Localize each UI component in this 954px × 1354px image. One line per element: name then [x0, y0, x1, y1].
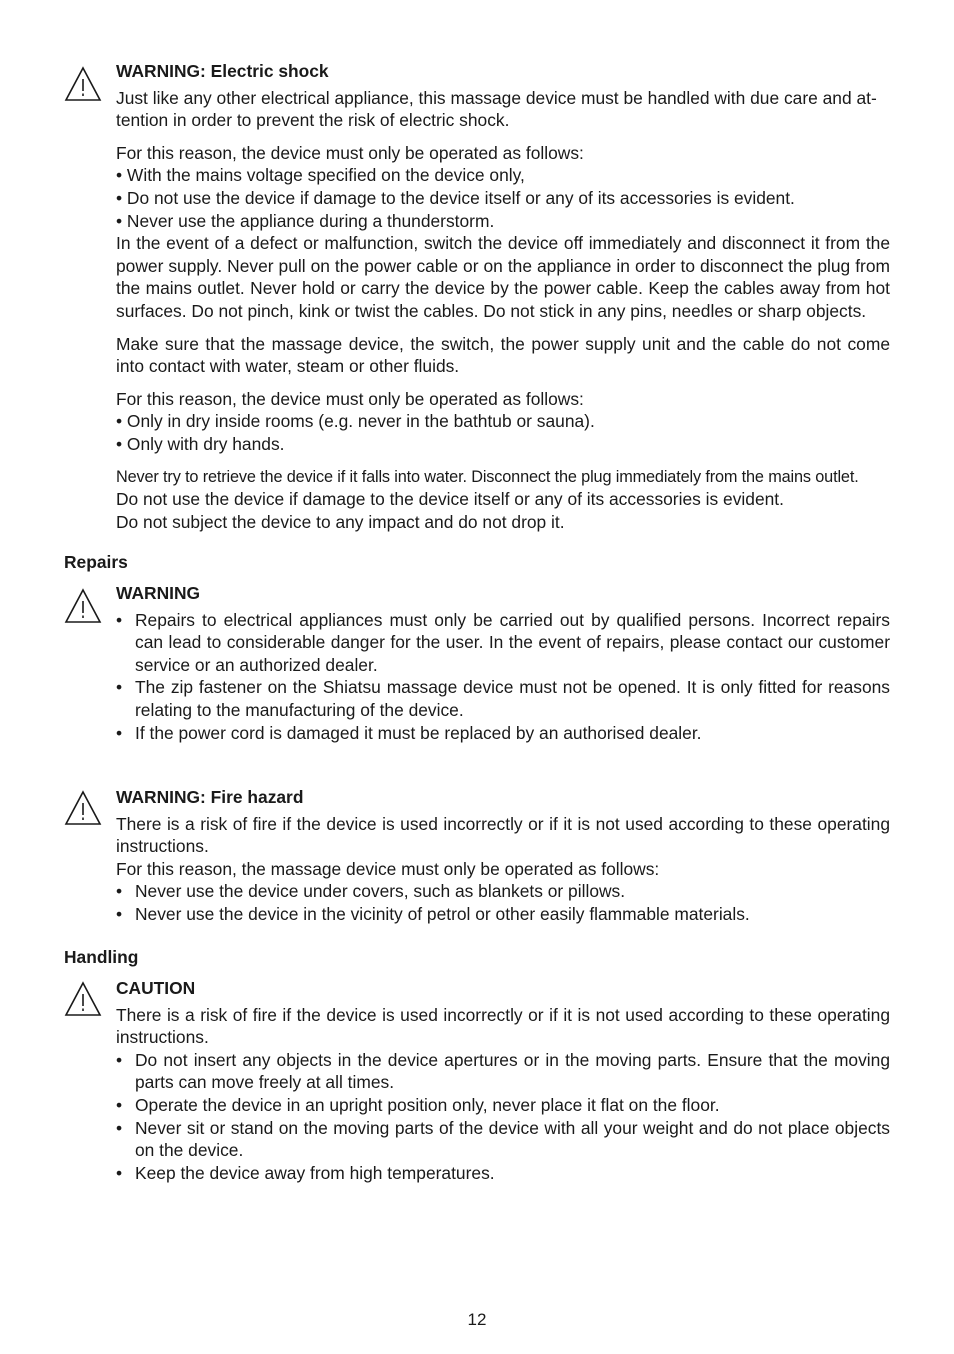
operate-intro-2: For this reason, the device must only be operated as follows:	[116, 388, 584, 409]
page-number: 12	[467, 1310, 487, 1329]
bullet-list	[116, 880, 890, 925]
closing-line: Do not use the device if damage to the device itself or any of its accessories is evident.	[116, 489, 784, 510]
list-item: • Never use the device under covers, such as blankets or pillows.	[116, 880, 890, 903]
closing-line: Never try to retrieve the device if it falls into water. Disconnect the plug immediately from the mains outlet.	[116, 467, 859, 486]
list-item: • Never use the device in the vicinity of petrol or other easily flammable materials.	[116, 903, 890, 926]
electric-shock-warning	[64, 60, 890, 533]
list-item: • Keep the device away from high temperatures.	[116, 1162, 890, 1185]
list-item: • If the power cord is damaged it must be replaced by an authorised dealer.	[116, 722, 890, 745]
list-item: • With the mains voltage specified on the device only,	[116, 164, 890, 187]
closing-paragraph	[116, 466, 890, 534]
repairs-heading: Repairs	[64, 552, 128, 572]
warning-triangle-icon	[64, 588, 102, 624]
list-item: • Never use the appliance during a thunderstorm.	[116, 210, 890, 233]
repairs-warning	[64, 582, 890, 744]
list-item: • Do not use the device if damage to the device itself or any of its accessories is evident.	[116, 187, 890, 210]
bullet-list	[116, 1049, 890, 1185]
list-item: • Repairs to electrical appliances must only be carried out by qualified persons. Incorrect repairs can lead to considerable danger for the user. In the event of repairs, please contact our customer service or an authorized dealer.	[116, 609, 890, 677]
water-paragraph: Make sure that the massage device, the switch, the power supply unit and the cable do not come into contact with water, steam or other fluids.	[116, 333, 890, 377]
handling-heading: Handling	[64, 947, 139, 967]
defect-paragraph: In the event of a defect or malfunction, switch the device off immediately and disconnect it from the power supply. Never pull on the power cable or on the appliance in order to disconnect the plug from the mains outlet. Never hold or carry the device by the power cable. Keep the cables away from hot surfaces. Do not pinch, kink or twist the cables. Do not stick in any pins, needles or sharp objects.	[116, 233, 890, 321]
intro-line: Just like any other electrical appliance, this massage device must be handled with due care and at-	[116, 87, 877, 108]
intro-line: tention in order to prevent the risk of electric shock.	[116, 110, 510, 131]
list-item: • Never sit or stand on the moving parts of the device with all your weight and do not place objects on the device.	[116, 1117, 890, 1162]
warning-triangle-icon	[64, 66, 102, 102]
operate-intro: For this reason, the device must only be operated as follows:	[116, 142, 584, 163]
fire-operate-intro: For this reason, the massage device must only be operated as follows:	[116, 858, 660, 879]
fire-intro: There is a risk of fire if the device is used incorrectly or if it is not used according to these operating instructions.	[116, 813, 890, 857]
handling-intro: There is a risk of fire if the device is used incorrectly or if it is not used according to these operating instructions.	[116, 1004, 890, 1048]
list-item: • The zip fastener on the Shiatsu massage device must not be opened. It is only fitted for reasons relating to the manufacturing of the device.	[116, 676, 890, 721]
warning-triangle-icon	[64, 981, 102, 1017]
bullet-list	[116, 164, 890, 232]
list-item: • Only in dry inside rooms (e.g. never in the bathtub or sauna).	[116, 410, 890, 433]
handling-caution	[64, 977, 890, 1184]
list-item: • Only with dry hands.	[116, 433, 890, 456]
warning-triangle-icon	[64, 790, 102, 826]
list-item: • Do not insert any objects in the device apertures or in the moving parts. Ensure that the moving parts can move freely at all times.	[116, 1049, 890, 1094]
bullet-list	[116, 609, 890, 745]
list-item: • Operate the device in an upright position only, never place it flat on the floor.	[116, 1094, 890, 1117]
closing-line: Do not subject the device to any impact and do not drop it.	[116, 511, 565, 532]
fire-hazard-title: WARNING: Fire hazard	[116, 787, 304, 807]
fire-hazard-warning	[64, 786, 890, 926]
electric-shock-intro	[116, 87, 890, 132]
bullet-list	[116, 410, 890, 455]
repairs-title: WARNING	[116, 583, 201, 603]
caution-title: CAUTION	[116, 978, 196, 998]
electric-shock-title: WARNING: Electric shock	[116, 61, 329, 81]
